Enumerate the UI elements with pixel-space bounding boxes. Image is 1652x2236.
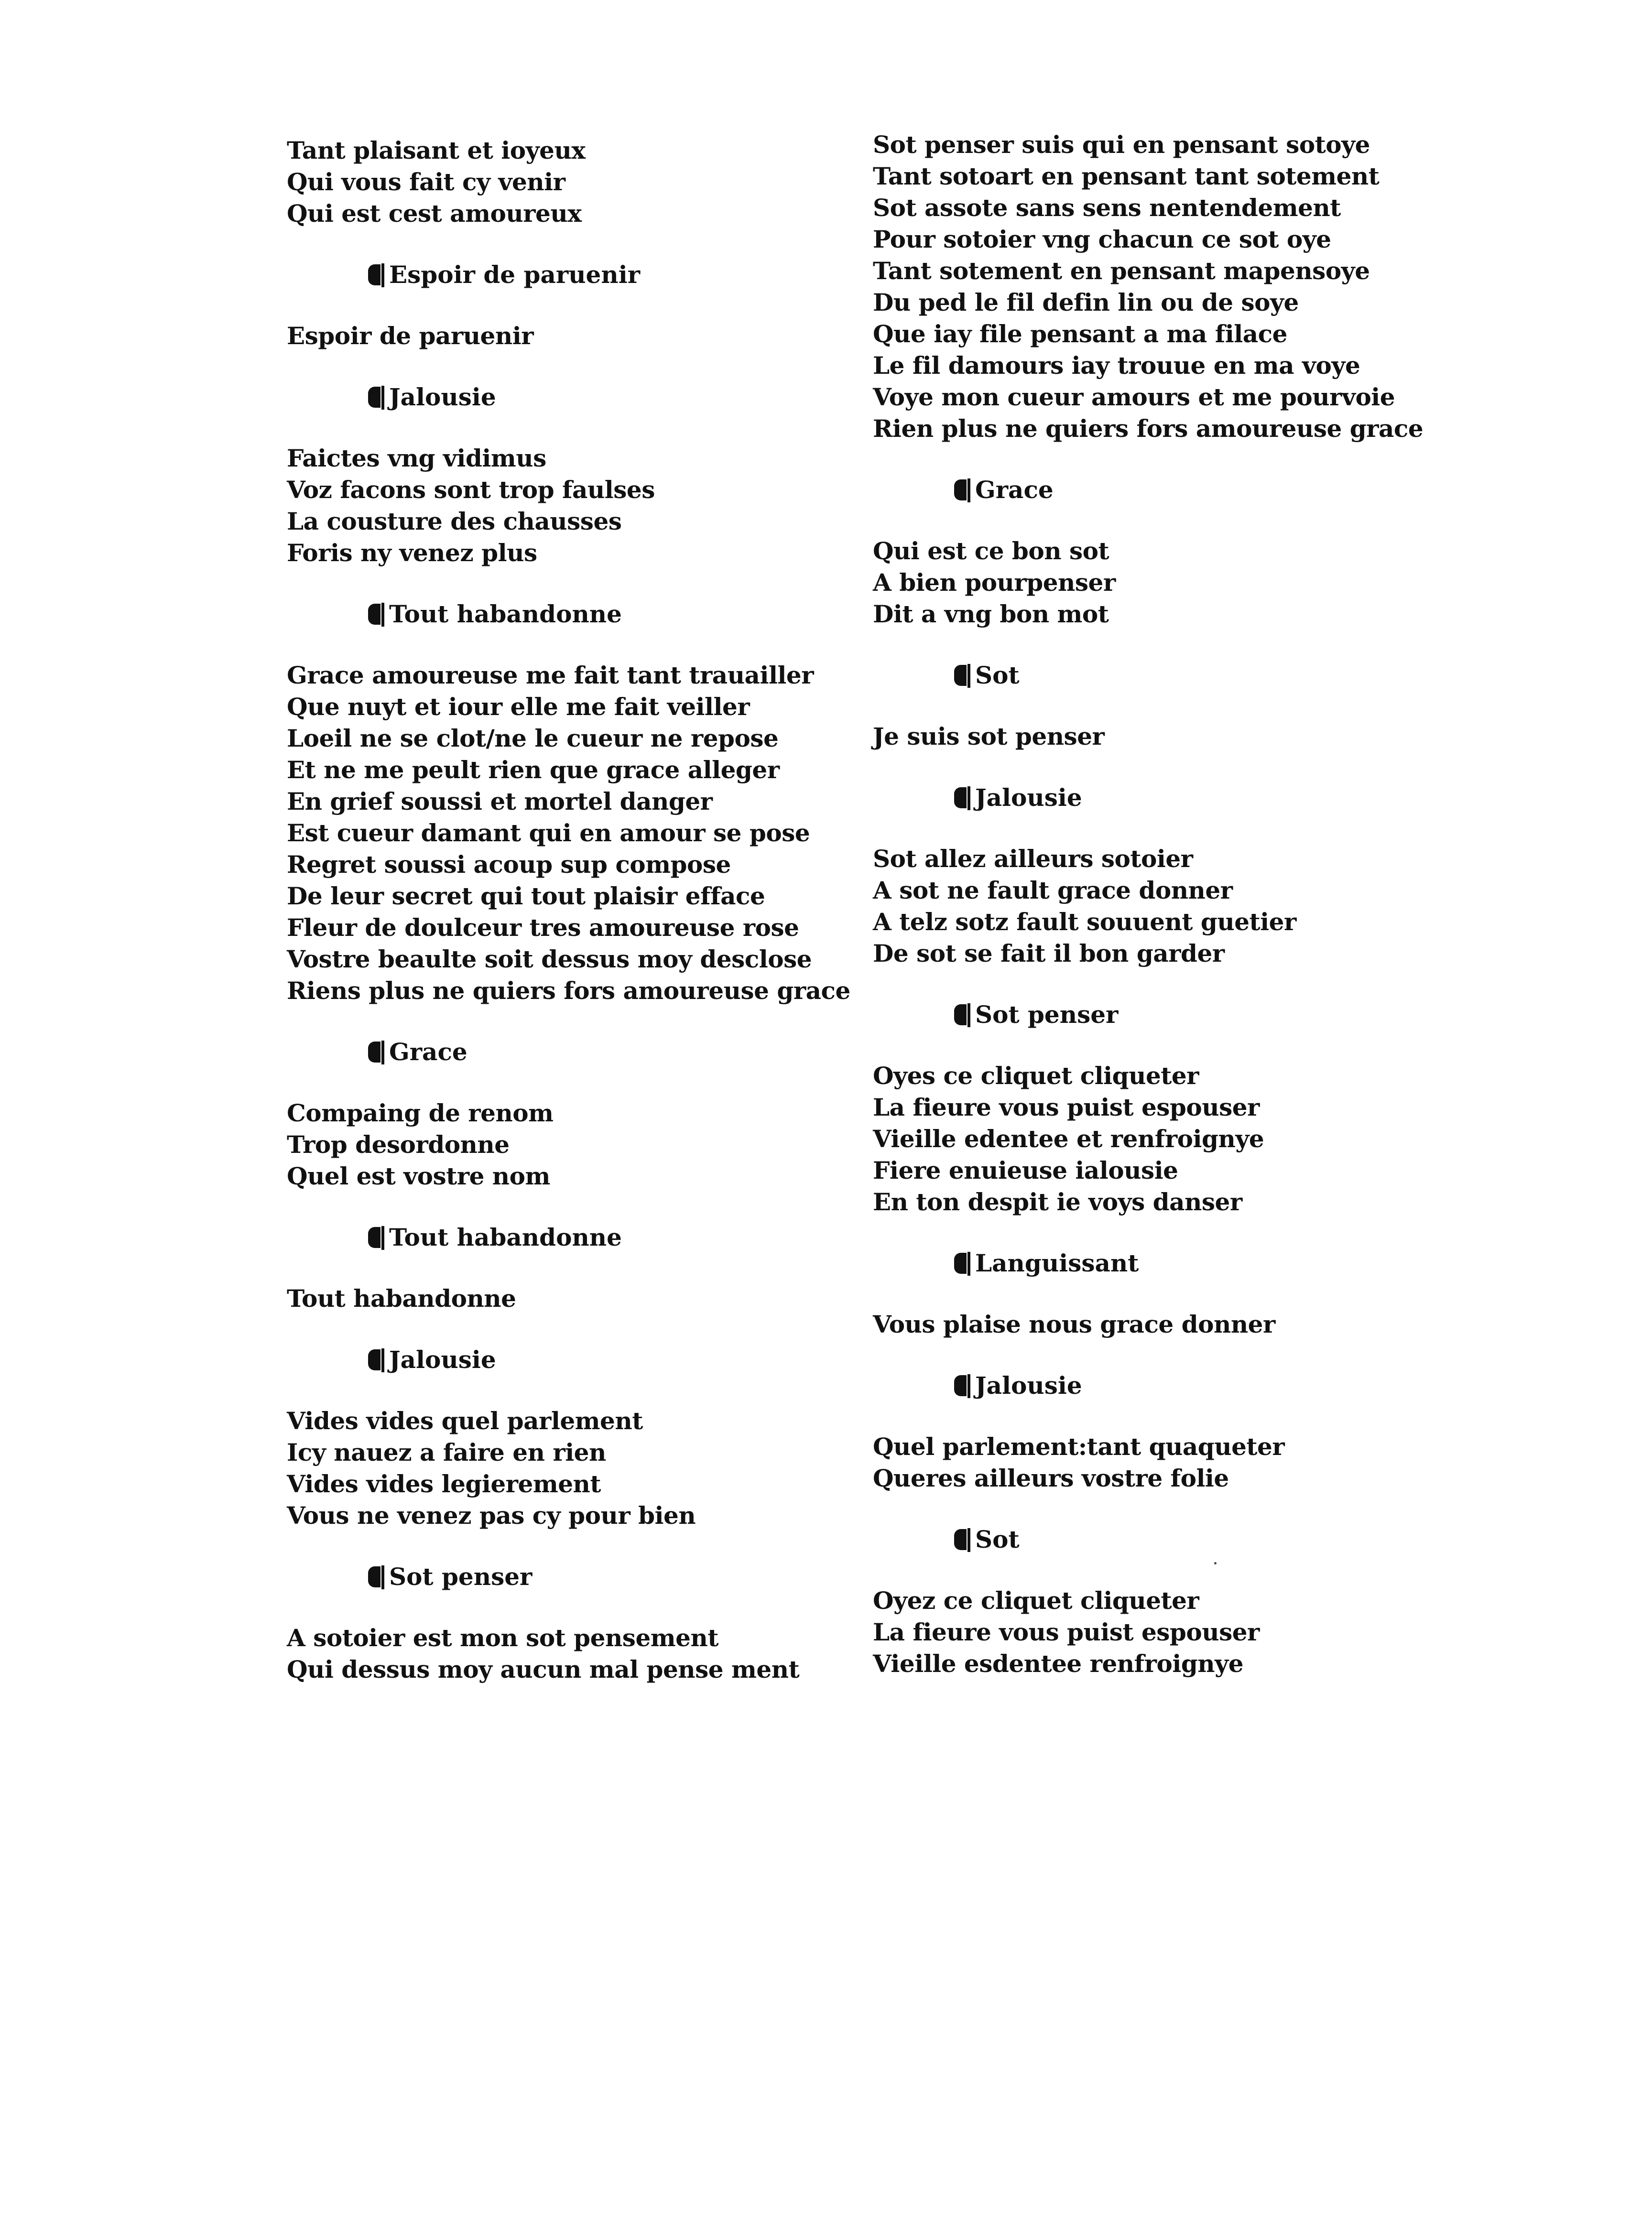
verse-stanza <box>873 843 1423 969</box>
verse-line: Vieille edentee et renfroignye <box>873 1125 1264 1153</box>
verse-line: Que nuyt et iour elle me fait veiller <box>287 693 750 721</box>
verse-line: Fiere enuieuse ialousie <box>873 1156 1178 1184</box>
verse-line: Voz facons sont trop faulses <box>287 476 655 504</box>
speaker-name: Grace <box>389 1038 467 1066</box>
speaker-heading <box>287 259 851 291</box>
verse-line: Sot allez ailleurs sotoier <box>873 845 1193 873</box>
verse-line: Vostre beaulte soit dessus moy desclose <box>287 945 812 973</box>
verse-line: Foris ny venez plus <box>287 539 537 567</box>
verse-line: De leur secret qui tout plaisir efface <box>287 882 765 910</box>
speaker-heading <box>873 1370 1423 1401</box>
verse-line: La fieure vous puist espouser <box>873 1093 1260 1121</box>
verse-line: A sotoier est mon sot pensement <box>287 1624 718 1652</box>
speaker-name: Jalousie <box>389 383 496 411</box>
pilcrow-icon <box>954 1251 972 1276</box>
speaker-heading <box>287 1561 851 1593</box>
verse-line: Voye mon cueur amours et me pourvoie <box>873 383 1395 411</box>
verse-line: Qui dessus moy aucun mal pense ment <box>287 1655 800 1683</box>
verse-line: Icy nauez a faire en rien <box>287 1438 606 1466</box>
verse-line: En ton despit ie voys danser <box>873 1188 1242 1216</box>
verse-line: Est cueur damant qui en amour se pose <box>287 819 810 847</box>
speaker-name: Languissant <box>975 1249 1139 1277</box>
pilcrow-icon <box>368 1347 386 1372</box>
verse-line: Que iay file pensant a ma filace <box>873 320 1287 348</box>
verse-line: Tant sotoart en pensant tant sotement <box>873 162 1380 190</box>
speaker-name: Jalousie <box>975 1371 1082 1400</box>
verse-line: Queres ailleurs vostre folie <box>873 1464 1229 1492</box>
speaker-heading <box>287 381 851 413</box>
verse-stanza <box>287 1097 851 1192</box>
speaker-name: Jalousie <box>975 783 1082 812</box>
speaker-heading <box>873 999 1423 1031</box>
verse-stanza <box>873 721 1423 752</box>
verse-line: La fieure vous puist espouser <box>873 1618 1260 1646</box>
verse-line: La cousture des chausses <box>287 507 622 535</box>
speaker-name: Sot penser <box>975 1000 1119 1029</box>
verse-line: Qui vous fait cy venir <box>287 168 565 196</box>
verse-line: Compaing de renom <box>287 1099 554 1127</box>
verse-line: Riens plus ne quiers fors amoureuse grace <box>287 977 850 1005</box>
verse-line: En grief soussi et mortel danger <box>287 787 713 815</box>
verse-line: Vides vides legierement <box>287 1470 601 1498</box>
verse-line: Qui est ce bon sot <box>873 537 1109 565</box>
pilcrow-icon <box>954 663 972 688</box>
verse-line: A telz sotz fault souuent guetier <box>873 908 1296 936</box>
verse-line: Vous ne venez pas cy pour bien <box>287 1501 696 1530</box>
verse-line: Grace amoureuse me fait tant trauailler <box>287 661 814 689</box>
verse-stanza <box>873 1060 1423 1218</box>
verse-line: Le fil damours iay trouue en ma voye <box>873 351 1360 380</box>
pilcrow-icon <box>368 602 386 627</box>
pilcrow-icon <box>954 478 972 502</box>
speaker-heading <box>287 1036 851 1068</box>
speaker-heading <box>873 474 1423 506</box>
pilcrow-icon <box>368 1040 386 1064</box>
verse-line: Du ped le fil defin lin ou de soye <box>873 288 1299 316</box>
pilcrow-icon <box>368 1225 386 1250</box>
speaker-name: Sot <box>975 661 1020 689</box>
verse-line: Je suis sot penser <box>873 722 1105 750</box>
verse-stanza <box>873 1585 1423 1680</box>
pilcrow-icon <box>954 1002 972 1027</box>
verse-stanza <box>287 443 851 569</box>
verse-line: Tout habandonne <box>287 1284 516 1313</box>
right-column <box>873 129 1423 1680</box>
speaker-name: Sot penser <box>389 1563 533 1591</box>
verse-stanza <box>287 660 851 1007</box>
speaker-name: Jalousie <box>389 1346 496 1374</box>
verse-line: Quel parlement:tant quaqueter <box>873 1433 1285 1461</box>
speaker-heading <box>873 1524 1423 1555</box>
verse-stanza <box>287 1283 851 1314</box>
verse-line: Pour sotoier vng chacun ce sot oye <box>873 225 1331 253</box>
speaker-heading <box>287 1344 851 1376</box>
speaker-heading <box>873 660 1423 691</box>
verse-stanza <box>873 535 1423 630</box>
verse-stanza <box>873 129 1423 445</box>
verse-line: A sot ne fault grace donner <box>873 876 1233 904</box>
verse-line: Regret soussi acoup sup compose <box>287 850 731 879</box>
verse-line: De sot se fait il bon garder <box>873 939 1225 967</box>
verse-line: Tant sotement en pensant mapensoye <box>873 257 1370 285</box>
verse-line: Qui est cest amoureux <box>287 199 582 228</box>
verse-line: Faictes vng vidimus <box>287 444 546 472</box>
speaker-name: Grace <box>975 476 1054 504</box>
verse-stanza <box>287 1405 851 1531</box>
speaker-name: Sot <box>975 1525 1020 1553</box>
verse-line: Vides vides quel parlement <box>287 1407 643 1435</box>
pilcrow-icon <box>368 262 386 287</box>
pilcrow-icon <box>954 1527 972 1552</box>
verse-stanza <box>287 135 851 229</box>
speaker-heading <box>873 1248 1423 1279</box>
speaker-heading <box>873 782 1423 814</box>
verse-line: Espoir de paruenir <box>287 322 534 350</box>
ink-speck <box>1214 1562 1217 1564</box>
pilcrow-icon <box>368 385 386 410</box>
verse-line: Sot penser suis qui en pensant sotoye <box>873 130 1370 159</box>
verse-stanza <box>287 320 851 352</box>
left-column <box>287 135 851 1685</box>
speaker-name: Tout habandonne <box>389 600 622 628</box>
verse-line: Tant plaisant et ioyeux <box>287 136 586 164</box>
verse-line: Fleur de doulceur tres amoureuse rose <box>287 913 799 942</box>
pilcrow-icon <box>954 1373 972 1398</box>
verse-line: Loeil ne se clot/ne le cueur ne repose <box>287 724 779 752</box>
speaker-name: Tout habandonne <box>389 1223 622 1251</box>
verse-stanza <box>873 1431 1423 1494</box>
verse-line: Dit a vng bon mot <box>873 600 1109 628</box>
verse-line: Et ne me peult rien que grace alleger <box>287 756 780 784</box>
verse-line: Vieille esdentee renfroignye <box>873 1650 1244 1678</box>
pilcrow-icon <box>368 1564 386 1589</box>
verse-stanza <box>287 1622 851 1685</box>
speaker-name: Espoir de paruenir <box>389 261 641 289</box>
verse-line: Vous plaise nous grace donner <box>873 1310 1275 1338</box>
verse-line: A bien pourpenser <box>873 568 1116 597</box>
verse-line: Trop desordonne <box>287 1130 510 1159</box>
verse-line: Oyes ce cliquet cliqueter <box>873 1062 1199 1090</box>
verse-line: Rien plus ne quiers fors amoureuse grace <box>873 414 1424 443</box>
pilcrow-icon <box>954 785 972 810</box>
speaker-heading <box>287 1222 851 1253</box>
verse-line: Oyez ce cliquet cliqueter <box>873 1586 1199 1615</box>
verse-line: Sot assote sans sens nentendement <box>873 194 1341 222</box>
verse-stanza <box>873 1309 1423 1340</box>
speaker-heading <box>287 598 851 630</box>
verse-line: Quel est vostre nom <box>287 1162 550 1190</box>
